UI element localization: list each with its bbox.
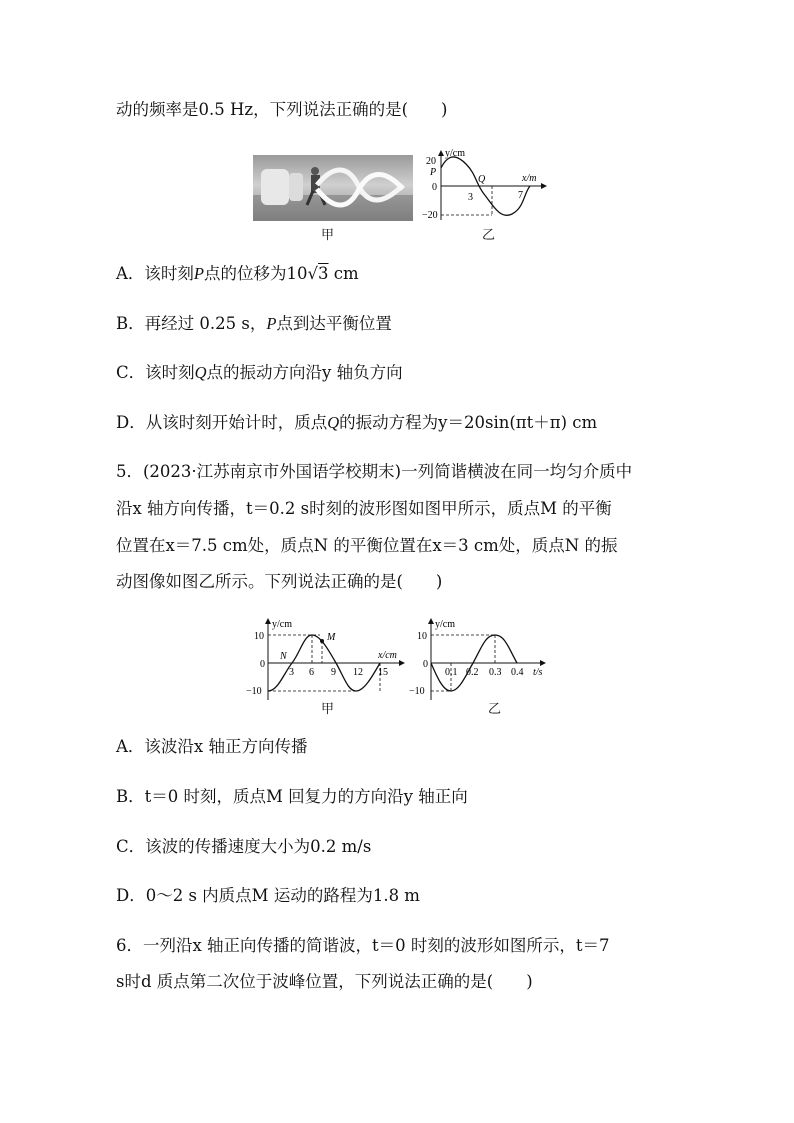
q4a-unit: cm — [328, 264, 359, 283]
q6-stem-line-1: 6．一列沿x 轴正向传播的简谐波，t＝0 时刻的波形如图所示，t＝7 — [116, 936, 610, 955]
fig1-tick-7: 7 — [518, 190, 523, 201]
battle-rope-photo — [253, 155, 413, 221]
fig2-wave-graph — [240, 615, 410, 710]
q4b-prefix: B．再经过 0.25 s， — [116, 314, 267, 333]
q4b-var: P — [266, 314, 277, 333]
fig2-caption: 甲 — [321, 702, 335, 717]
q4a-prefix: A．该时刻 — [116, 264, 194, 283]
q5-stem-line-4: 动图像如图乙所示。下列说法正确的是( ) — [116, 572, 443, 591]
q4d-prefix: D．从该时刻开始计时，质点 — [116, 413, 328, 432]
fig1-ylabel: y/cm — [445, 148, 465, 159]
fig1-wave-graph — [420, 148, 550, 228]
fig2-tick: 3 — [289, 667, 294, 678]
sqrt-icon: √ — [307, 264, 319, 283]
fig2-tick: 9 — [331, 667, 336, 678]
fig3-ylabel: y/cm — [435, 619, 455, 630]
q4c-prefix: C．该时刻 — [116, 363, 195, 382]
fig3-xlabel: t/s — [533, 667, 543, 678]
fig3-y-zero: 0 — [423, 659, 428, 670]
fig3-y-bottom: −10 — [409, 686, 425, 697]
q4a-mid: 点的位移为10 — [204, 264, 308, 283]
fig3-vibration-graph — [405, 615, 555, 710]
q4-option-a — [116, 262, 359, 286]
q5-stem-line-1: 5．(2023·江苏南京市外国语学校期末)一列简谐横波在同一均匀介质中 — [116, 462, 633, 481]
fig2-y-top: 10 — [254, 631, 264, 642]
fig3-y-top: 10 — [417, 631, 427, 642]
q5-option-a: A．该波沿x 轴正方向传播 — [116, 737, 308, 756]
fig2-tick: 12 — [353, 667, 363, 678]
fig2-tick: 6 — [309, 667, 314, 678]
q4-option-c — [116, 361, 403, 385]
q4d-post: 的振动方程为y＝20sin(πt＋π) cm — [339, 413, 598, 432]
fig2-y-bottom: −10 — [246, 686, 262, 697]
q4a-sqrt: 3 — [318, 264, 329, 283]
q4-option-b — [116, 312, 392, 336]
q5-option-c: C．该波的传播速度大小为0.2 m/s — [116, 837, 372, 856]
q4a-var: P — [193, 264, 205, 283]
q5-stem-line-3: 位置在x＝7.5 cm处，质点N 的平衡位置在x＝3 cm处，质点N 的振 — [116, 536, 618, 555]
fig3-tick: 0.4 — [511, 667, 524, 678]
q5-option-b: B．t＝0 时刻，质点M 回复力的方向沿y 轴正向 — [116, 787, 468, 806]
fig1-caption-yi: 乙 — [482, 228, 496, 243]
fig1-caption-jia: 甲 — [321, 228, 335, 243]
q6-stem-line-2: s时d 质点第二次位于波峰位置，下列说法正确的是( ) — [116, 972, 533, 991]
q4c-var: Q — [194, 363, 207, 382]
q5-stem-line-2: 沿x 轴方向传播，t＝0.2 s时刻的波形图如图甲所示，质点M 的平衡 — [116, 499, 612, 518]
fig1-tick-3: 3 — [468, 192, 473, 203]
q4d-var: Q — [327, 413, 340, 432]
q4b-post: 点到达平衡位置 — [276, 314, 392, 333]
q4-option-d — [116, 411, 597, 435]
fig1-label-q: Q — [478, 174, 486, 185]
fig3-tick: 0.3 — [489, 667, 502, 678]
fig2-ylabel: y/cm — [272, 619, 292, 630]
fig2-tick: 15 — [378, 667, 388, 678]
q4c-post: 点的振动方向沿y 轴负方向 — [206, 363, 403, 382]
fig3-tick: 0.1 — [445, 667, 458, 678]
fig1-label-p: P — [430, 167, 437, 178]
fig1-y-bottom: −20 — [422, 210, 438, 221]
q5-option-d: D．0～2 s 内质点M 运动的路程为1.8 m — [116, 886, 420, 905]
fig2-label-n: N — [280, 651, 287, 662]
fig2-xlabel: x/cm — [378, 650, 397, 661]
fig1-xlabel: x/m — [522, 173, 537, 184]
question-4-stem-tail: 动的频率是0.5 Hz，下列说法正确的是( ) — [116, 100, 448, 119]
fig3-caption: 乙 — [488, 702, 502, 717]
fig3-tick: 0.2 — [466, 667, 479, 678]
fig1-y-top: 20 — [426, 156, 436, 167]
fig2-y-zero: 0 — [260, 659, 265, 670]
fig1-y-zero: 0 — [432, 182, 437, 193]
fig2-label-m: M — [327, 632, 336, 643]
